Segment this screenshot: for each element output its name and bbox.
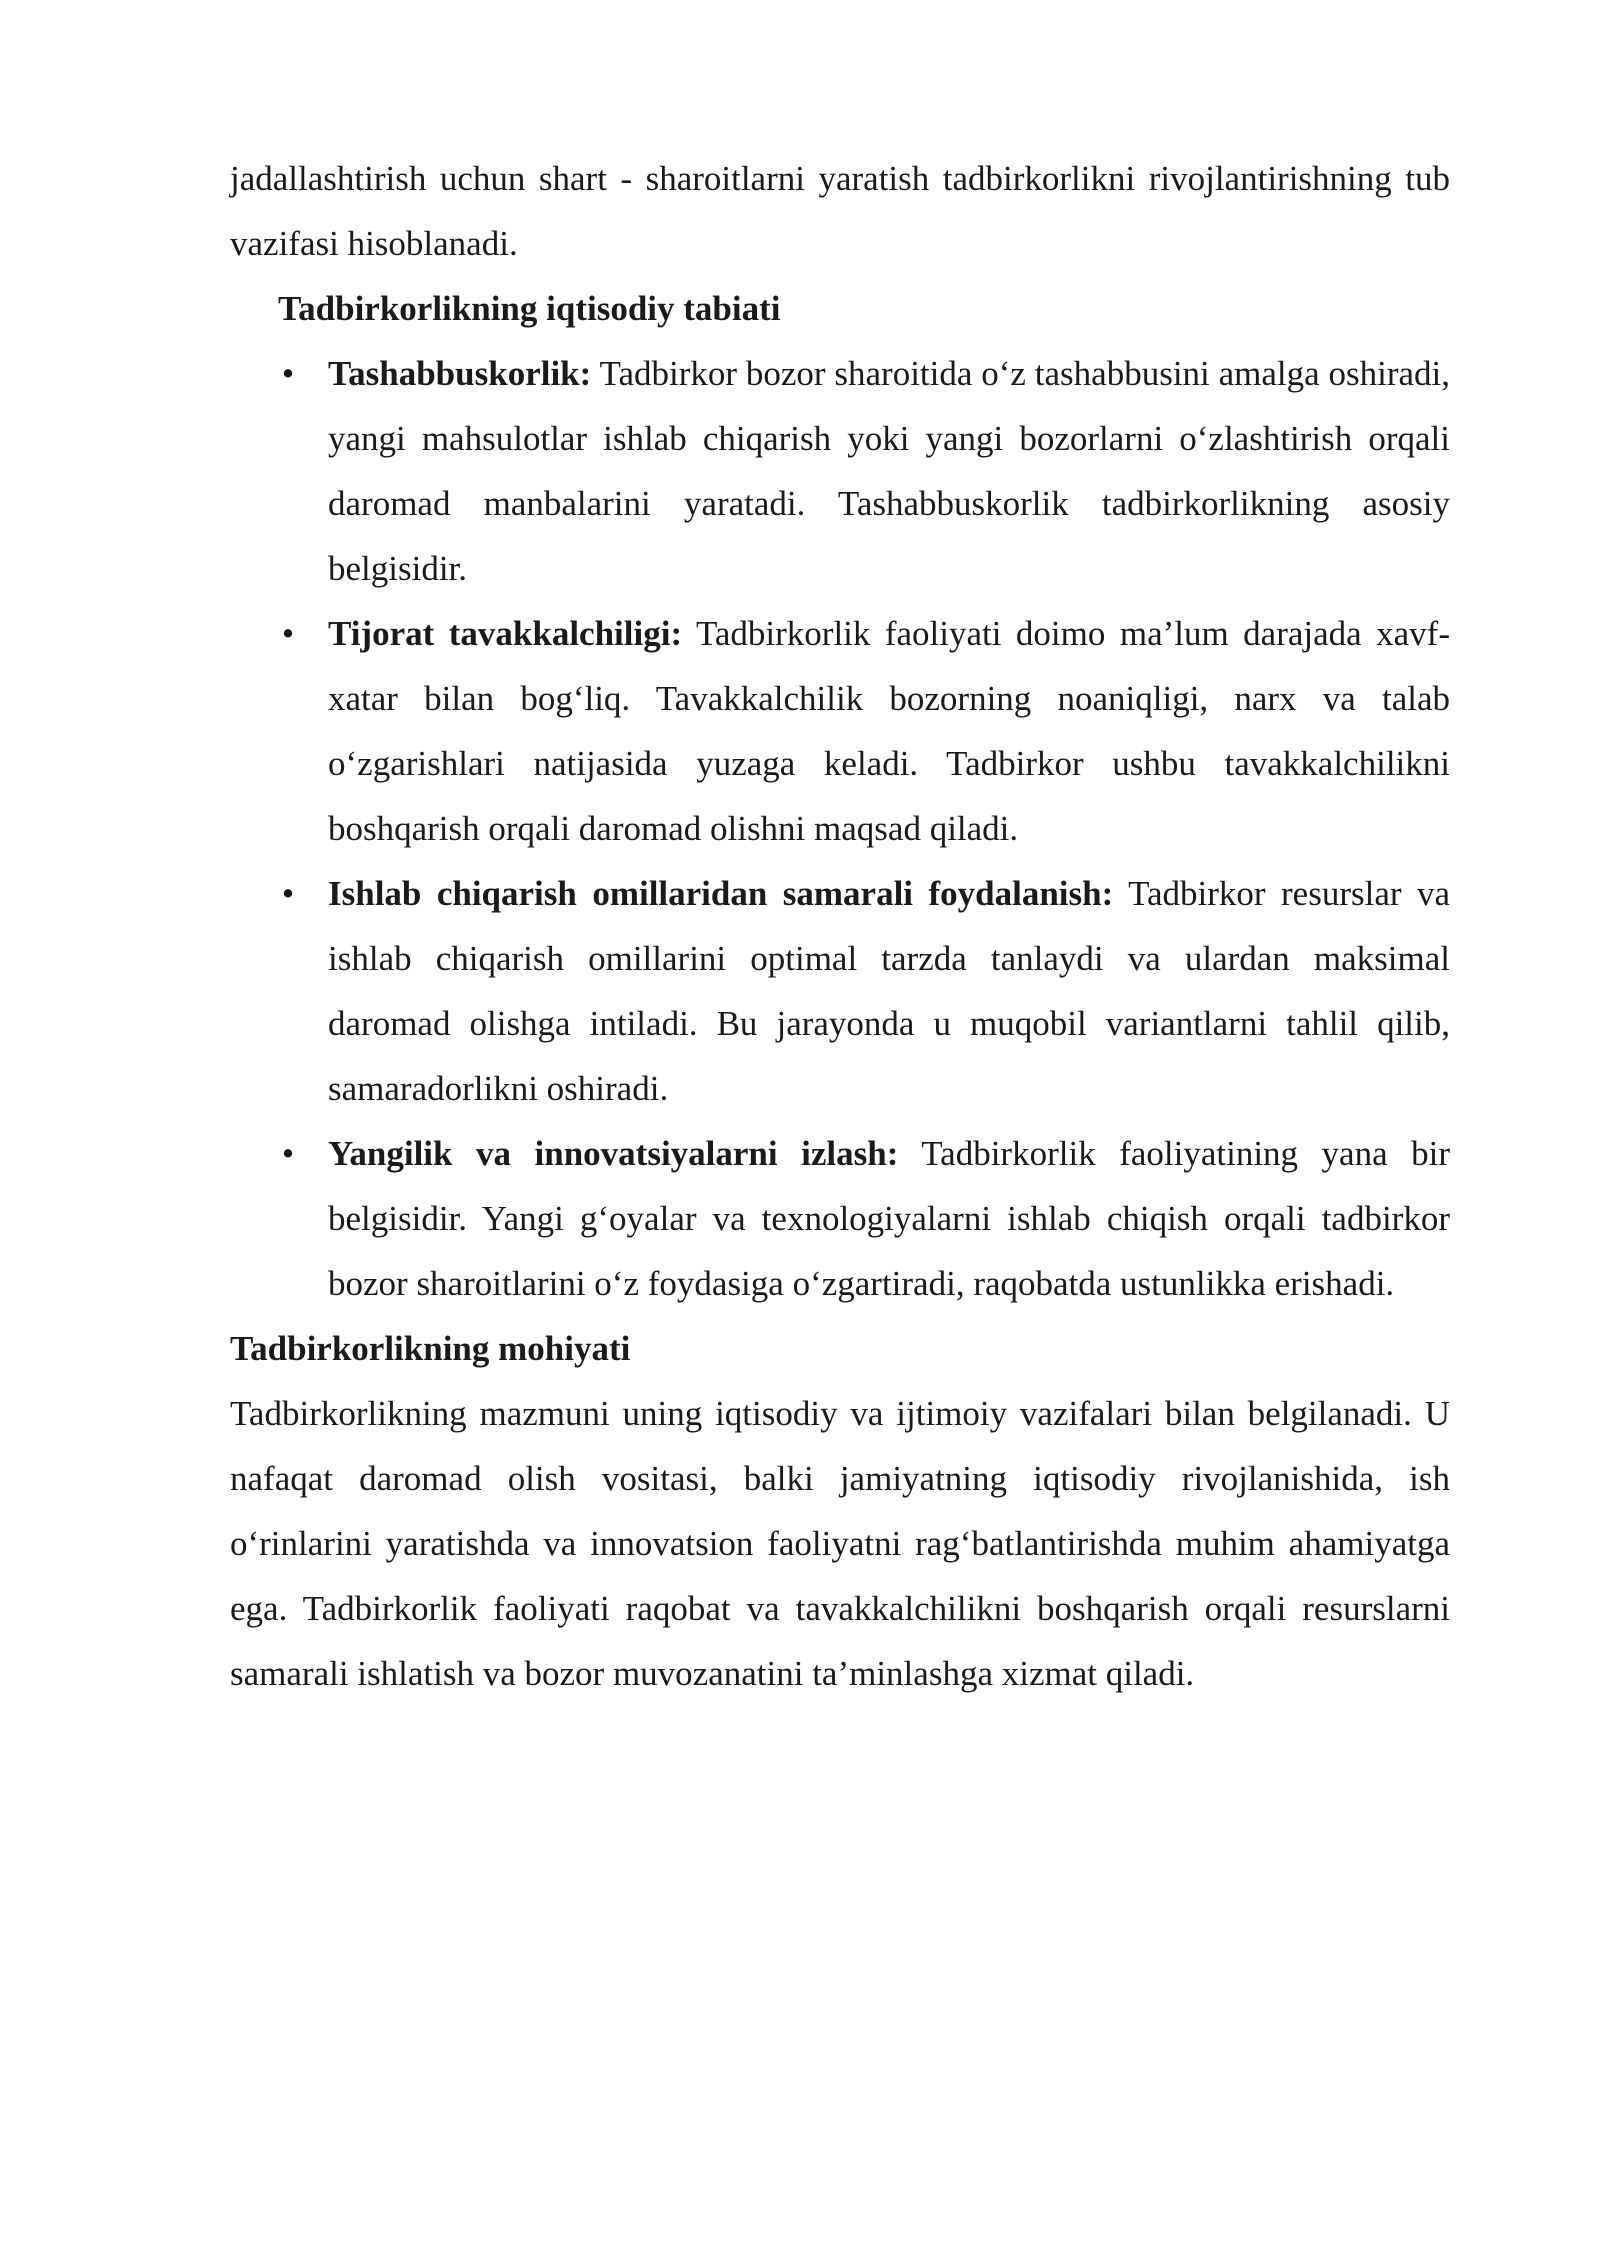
list-item-text: Tadbirkor resurslar va ishlab chiqarish omillarini optimal tarzda tanlaydi va ulardan maksimal daromad olishga intiladi. Bu jarayonda u muqobil variantlarni tahlil qilib, samaradorlikni oshiradi. (328, 874, 1450, 1108)
list-item-term: Ishlab chiqarish omillaridan samarali foydalanish: (328, 874, 1114, 913)
bullet-icon: • (281, 614, 295, 653)
list-item-text: Tadbirkor bozor sharoitida o‘z tashabbusini amalga oshiradi, yangi mahsulotlar ishlab chiqarish yoki yangi bozorlarni o‘zlashtirish orqali daromad manbalarini yaratadi. Tashabbuskorlik tadbirkorlikning asosiy belgisidir. (328, 354, 1450, 588)
list-item (230, 861, 1450, 1121)
intro-paragraph: jadallashtirish uchun shart - sharoitlarni yaratish tadbirkorlikni rivojlantirishning tub vazifasi hisoblanadi. (230, 159, 1450, 263)
list-item (230, 1121, 1450, 1316)
bullet-icon: • (281, 1134, 295, 1173)
list-item-term: Tashabbuskorlik: (328, 354, 592, 393)
list-item (230, 601, 1450, 861)
list-item-term: Tijorat tavakkalchiligi: (328, 614, 683, 653)
list-item-term: Yangilik va innovatsiyalarni izlash: (328, 1134, 899, 1173)
list-item (230, 341, 1450, 601)
essence-paragraph: Tadbirkorlikning mazmuni uning iqtisodiy va ijtimoiy vazifalari bilan belgilanadi. U nafaqat daromad olish vositasi, balki jamiyatning iqtisodiy rivojlanishida, ish o‘rinlarini yaratishda va innovatsion faoliyatni rag‘batlantirishda muhim ahamiyatga ega. Tadbirkorlik faoliyati raqobat va tavakkalchilikni boshqarish orqali resurslarni samarali ishlatish va bozor muvozanatini ta’minlashga xizmat qiladi. (230, 1394, 1450, 1693)
list-item-text: Tadbirkorlik faoliyatining yana bir belgisidir. Yangi g‘oyalar va texnologiyalarni ishlab chiqish orqali tadbirkor bozor sharoitlarini o‘z foydasiga o‘zgartiradi, raqobatda ustunlikka erishadi. (328, 1134, 1451, 1303)
list-item-text: Tadbirkorlik faoliyati doimo ma’lum darajada xavf-xatar bilan bog‘liq. Tavakkalchilik bozorning noaniqligi, narx va talab o‘zgarishlari natijasida yuzaga keladi. Tadbirkor ushbu tavakkalchilikni boshqarish orqali daromad olishni maqsad qiladi. (328, 614, 1450, 848)
bullet-list (230, 341, 1450, 1316)
bullet-icon: • (281, 874, 295, 913)
bullet-icon: • (281, 354, 295, 393)
section-heading-economic-nature: Tadbirkorlikning iqtisodiy tabiati (278, 289, 781, 328)
section-heading-essence: Tadbirkorlikning mohiyati (230, 1329, 631, 1368)
document-page (230, 146, 1450, 1706)
